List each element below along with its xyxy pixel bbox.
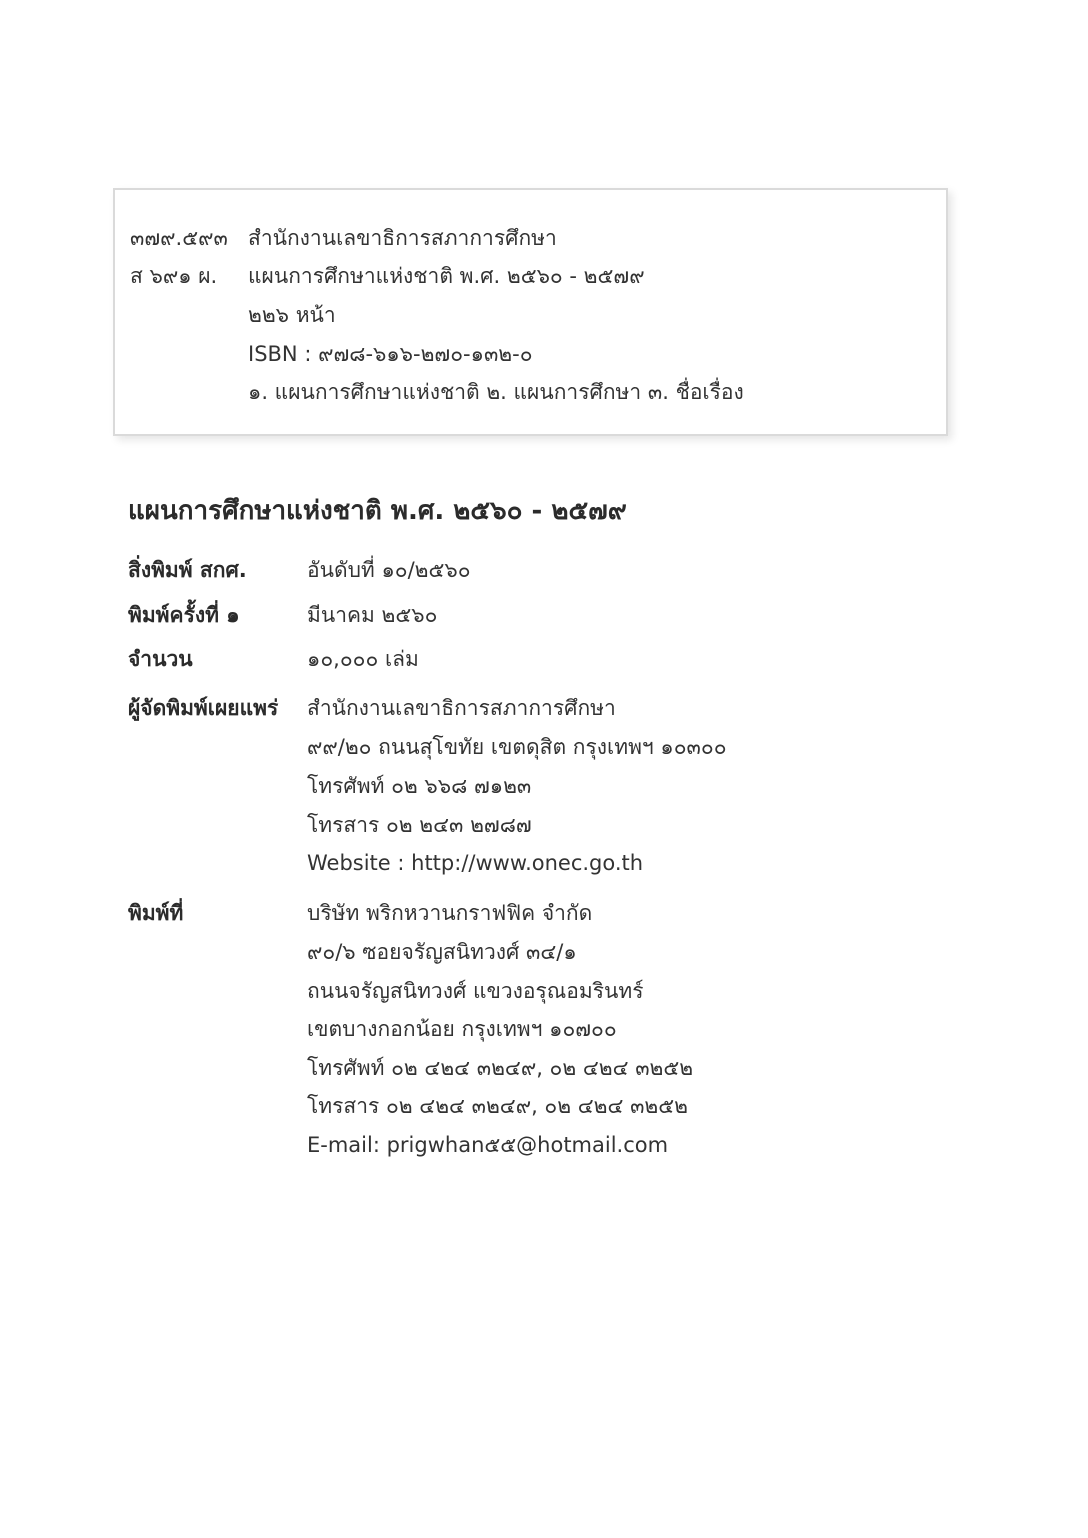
cip-call-number-2: ส ๖๙๑ ผ. bbox=[130, 264, 218, 288]
cip-title: แผนการศึกษาแห่งชาติ พ.ศ. ๒๕๖๐ - ๒๕๗๙ bbox=[248, 264, 645, 288]
printer-label: พิมพ์ที่ bbox=[128, 901, 184, 925]
series-value: อันดับที่ ๑๐/๒๕๖๐ bbox=[307, 558, 471, 582]
cip-subjects: ๑. แผนการศึกษาแห่งชาติ ๒. แผนการศึกษา ๓. ชื่อเรื่อง bbox=[248, 380, 744, 404]
printer-name: บริษัท พริกหวานกราฟฟิค จำกัด bbox=[307, 901, 593, 925]
publisher-address: ๙๙/๒๐ ถนนสุโขทัย เขตดุสิต กรุงเทพฯ ๑๐๓๐๐ bbox=[307, 735, 727, 759]
cip-author: สำนักงานเลขาธิการสภาการศึกษา bbox=[248, 226, 557, 250]
copies-label: จำนวน bbox=[128, 647, 193, 671]
publication-title: แผนการศึกษาแห่งชาติ พ.ศ. ๒๕๖๐ - ๒๕๗๙ bbox=[128, 496, 627, 526]
printer-address-3: เขตบางกอกน้อย กรุงเทพฯ ๑๐๗๐๐ bbox=[307, 1017, 617, 1041]
cip-pages: ๒๒๖ หน้า bbox=[248, 303, 336, 327]
edition-label: พิมพ์ครั้งที่ ๑ bbox=[128, 603, 240, 627]
series-label: สิ่งพิมพ์ สกศ. bbox=[128, 558, 247, 582]
printer-address-1: ๙๐/๖ ซอยจรัญสนิทวงศ์ ๓๔/๑ bbox=[307, 940, 577, 964]
copies-value: ๑๐,๐๐๐ เล่ม bbox=[307, 647, 419, 671]
cip-isbn: ISBN : ๙๗๘-๖๑๖-๒๗๐-๑๓๒-๐ bbox=[248, 342, 533, 366]
cip-catalog-box bbox=[113, 188, 948, 436]
publisher-website: Website : http://www.onec.go.th bbox=[307, 851, 644, 875]
publisher-phone: โทรศัพท์ ๐๒ ๖๖๘ ๗๑๒๓ bbox=[307, 774, 532, 798]
publisher-name: สำนักงานเลขาธิการสภาการศึกษา bbox=[307, 696, 616, 720]
publisher-fax: โทรสาร ๐๒ ๒๔๓ ๒๗๘๗ bbox=[307, 813, 532, 837]
printer-phone: โทรศัพท์ ๐๒ ๔๒๔ ๓๒๔๙, ๐๒ ๔๒๔ ๓๒๕๒ bbox=[307, 1056, 694, 1080]
cip-call-number-1: ๓๗๙.๕๙๓ bbox=[130, 226, 228, 250]
edition-value: มีนาคม ๒๕๖๐ bbox=[307, 603, 438, 627]
publisher-label: ผู้จัดพิมพ์เผยแพร่ bbox=[128, 696, 279, 720]
printer-email: E-mail: prigwhan๕๕@hotmail.com bbox=[307, 1133, 669, 1157]
printer-fax: โทรสาร ๐๒ ๔๒๔ ๓๒๔๙, ๐๒ ๔๒๔ ๓๒๕๒ bbox=[307, 1094, 689, 1118]
printer-address-2: ถนนจรัญสนิทวงศ์ แขวงอรุณอมรินทร์ bbox=[307, 979, 644, 1003]
